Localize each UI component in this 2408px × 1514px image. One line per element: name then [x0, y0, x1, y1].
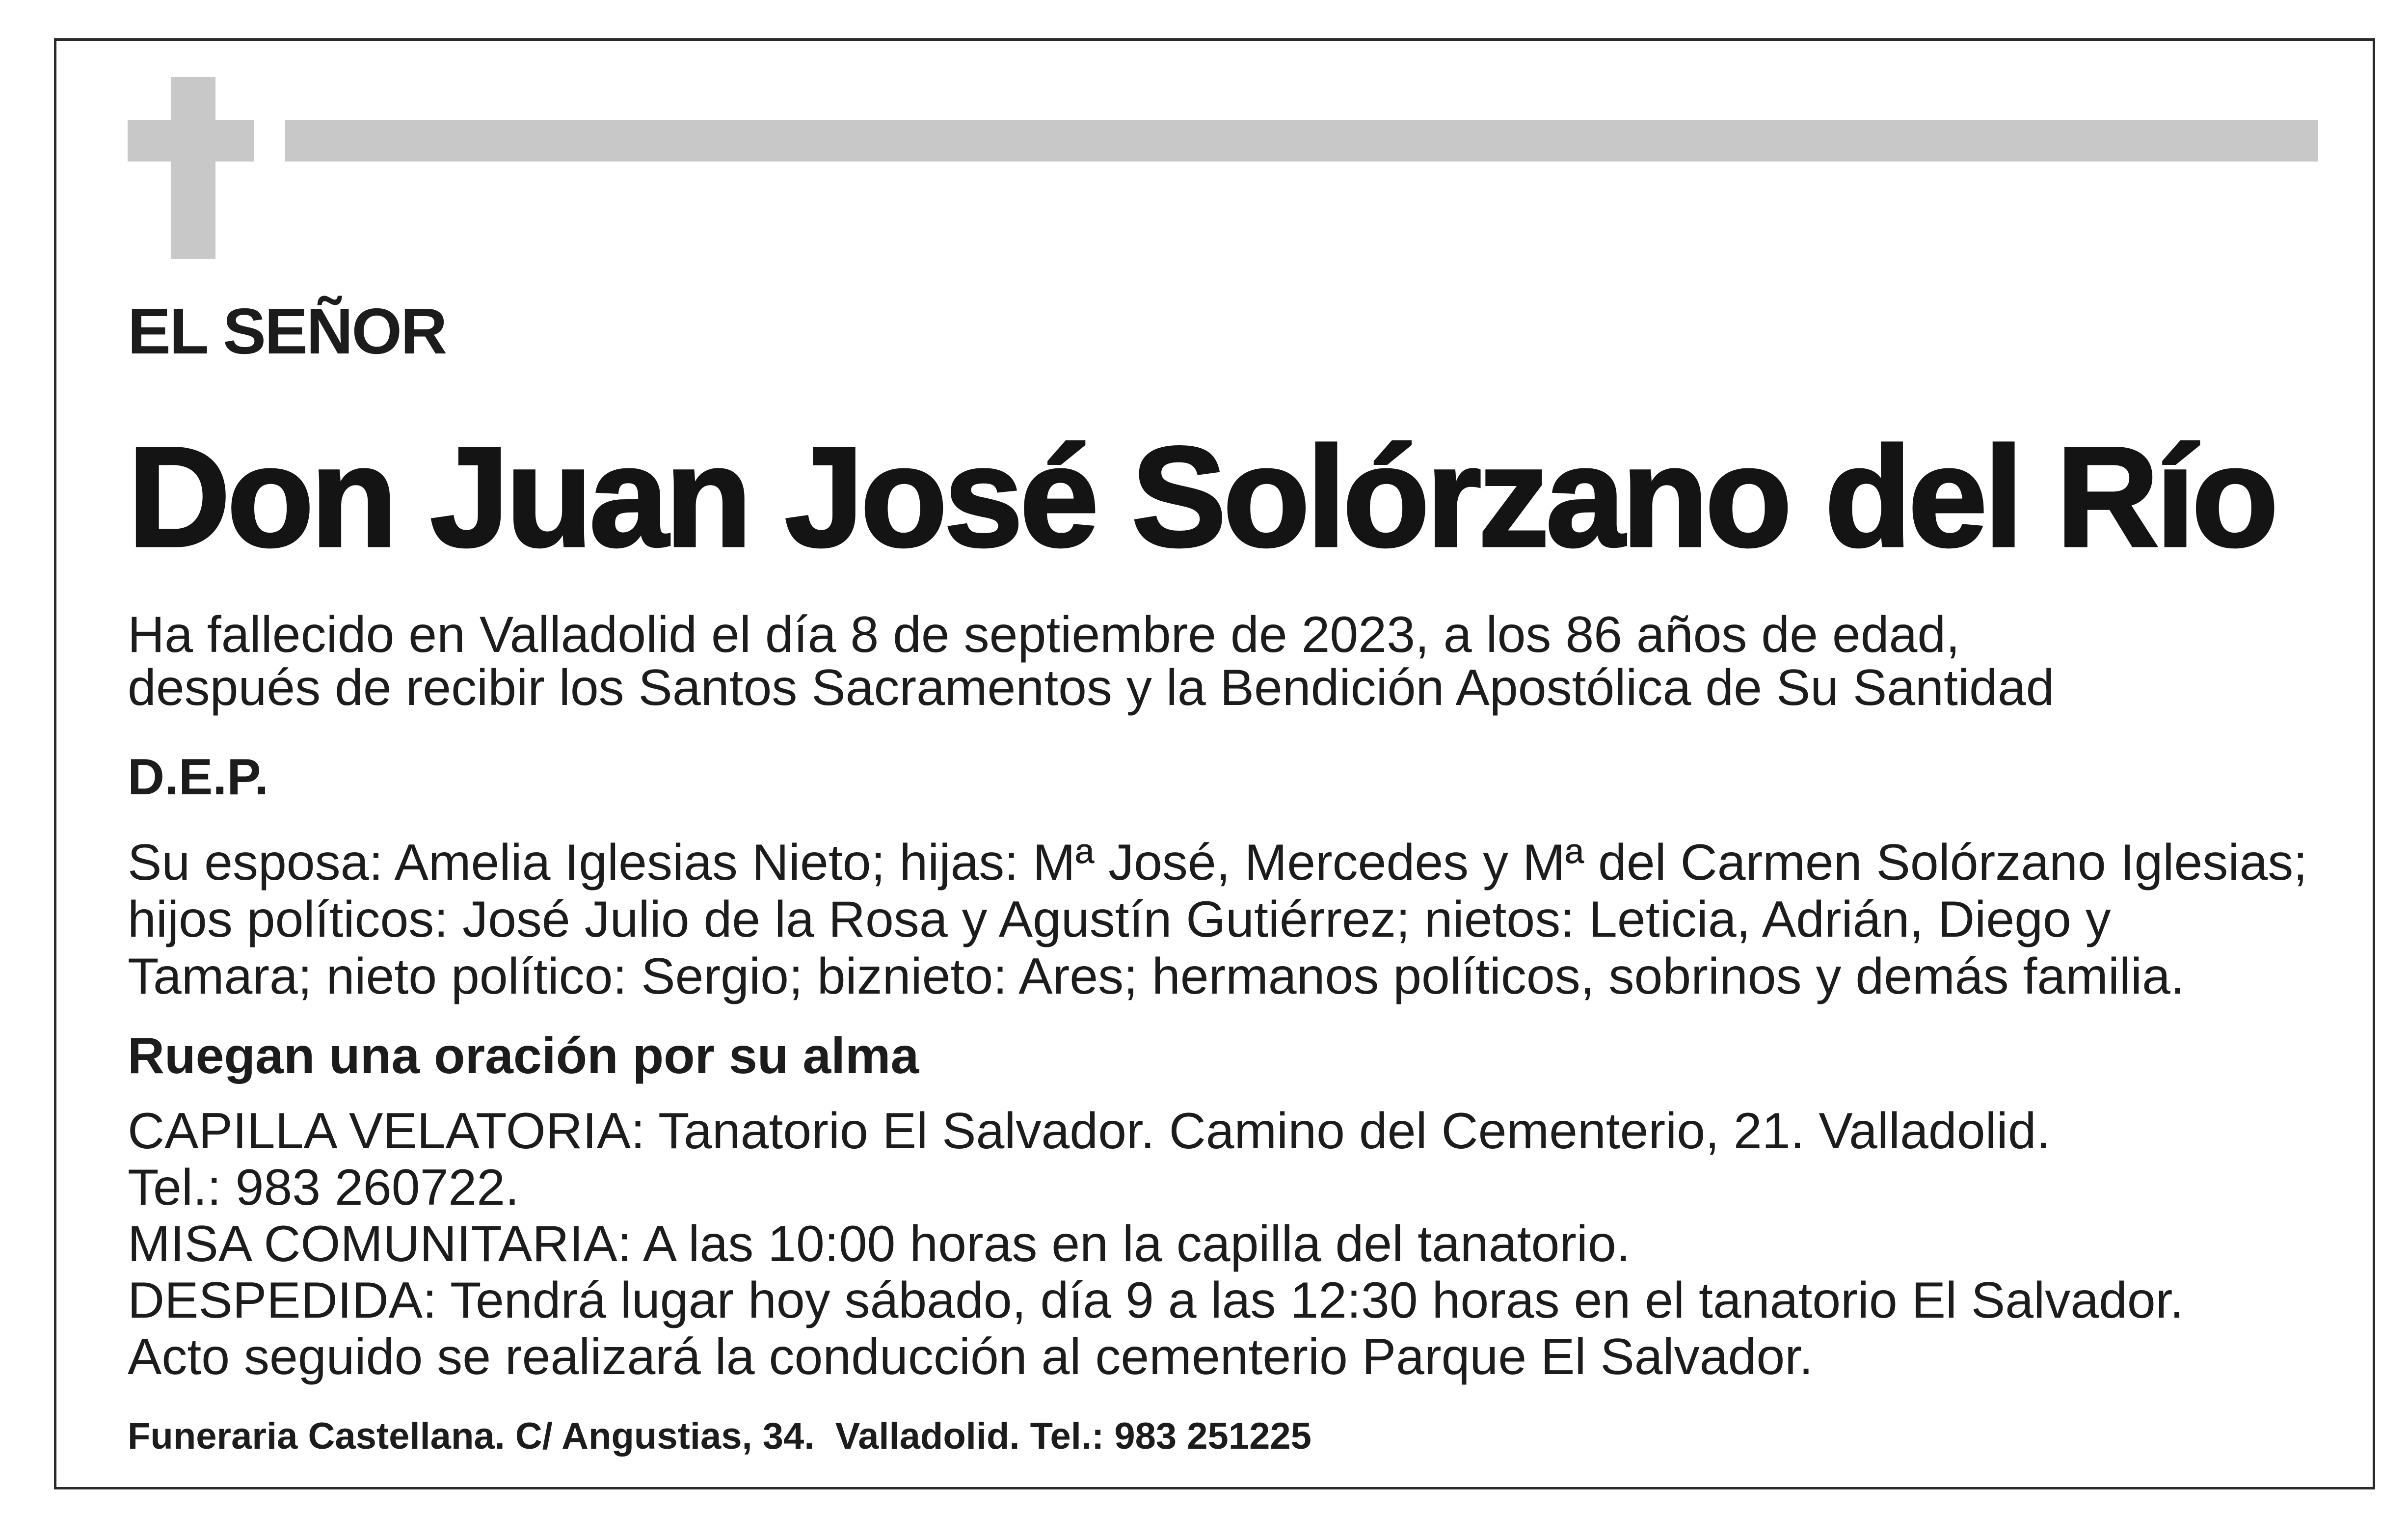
- family-line: Tamara; nieto político: Sergio; biznieto: Ares; hermanos políticos, sobrinos y demás familia.: [128, 948, 2185, 1005]
- service-line: CAPILLA VELATORIA: Tanatorio El Salvador. Camino del Cementerio, 21. Valladolid.: [128, 1103, 2051, 1160]
- deceased-name: Don Juan José Solórzano del Río: [128, 417, 2275, 576]
- announcement-block: [128, 608, 2055, 714]
- rip-label: D.E.P.: [128, 749, 269, 806]
- honorific-label: EL SEÑOR: [128, 295, 446, 367]
- service-line: MISA COMUNITARIA: A las 10:00 horas en la capilla del tanatorio.: [128, 1216, 1631, 1272]
- service-line: DESPEDIDA: Tendrá lugar hoy sábado, día 9 a las 12:30 horas en el tanatorio El Salvador.: [128, 1272, 2184, 1329]
- services-block: [128, 1103, 2184, 1385]
- cross-horizontal-bar: [128, 120, 254, 162]
- family-block: [128, 834, 2307, 1005]
- cross-icon: [128, 77, 254, 259]
- announcement-line: después de recibir los Santos Sacramentos y la Bendición Apostólica de Su Santidad: [128, 659, 2055, 716]
- header-rule: [285, 120, 2318, 162]
- service-line: Tel.: 983 260722.: [128, 1159, 519, 1216]
- cross-vertical-bar: [171, 77, 215, 259]
- family-line: hijos políticos: José Julio de la Rosa y Agustín Gutiérrez; nietos: Leticia, Adrián, Diego y: [128, 891, 2111, 948]
- prayer-request: Ruegan una oración por su alma: [128, 1027, 919, 1084]
- service-line: Acto seguido se realizará la conducción al cementerio Parque El Salvador.: [128, 1328, 1813, 1385]
- announcement-line: Ha fallecido en Valladolid el día 8 de septiembre de 2023, a los 86 años de edad,: [128, 606, 1960, 663]
- family-line: Su esposa: Amelia Iglesias Nieto; hijas: Mª José, Mercedes y Mª del Carmen Solórzano Iglesias;: [128, 834, 2308, 891]
- funeral-home-footer: Funeraria Castellana. C/ Angustias, 34. Valladolid. Tel.: 983 251225: [128, 1415, 1311, 1457]
